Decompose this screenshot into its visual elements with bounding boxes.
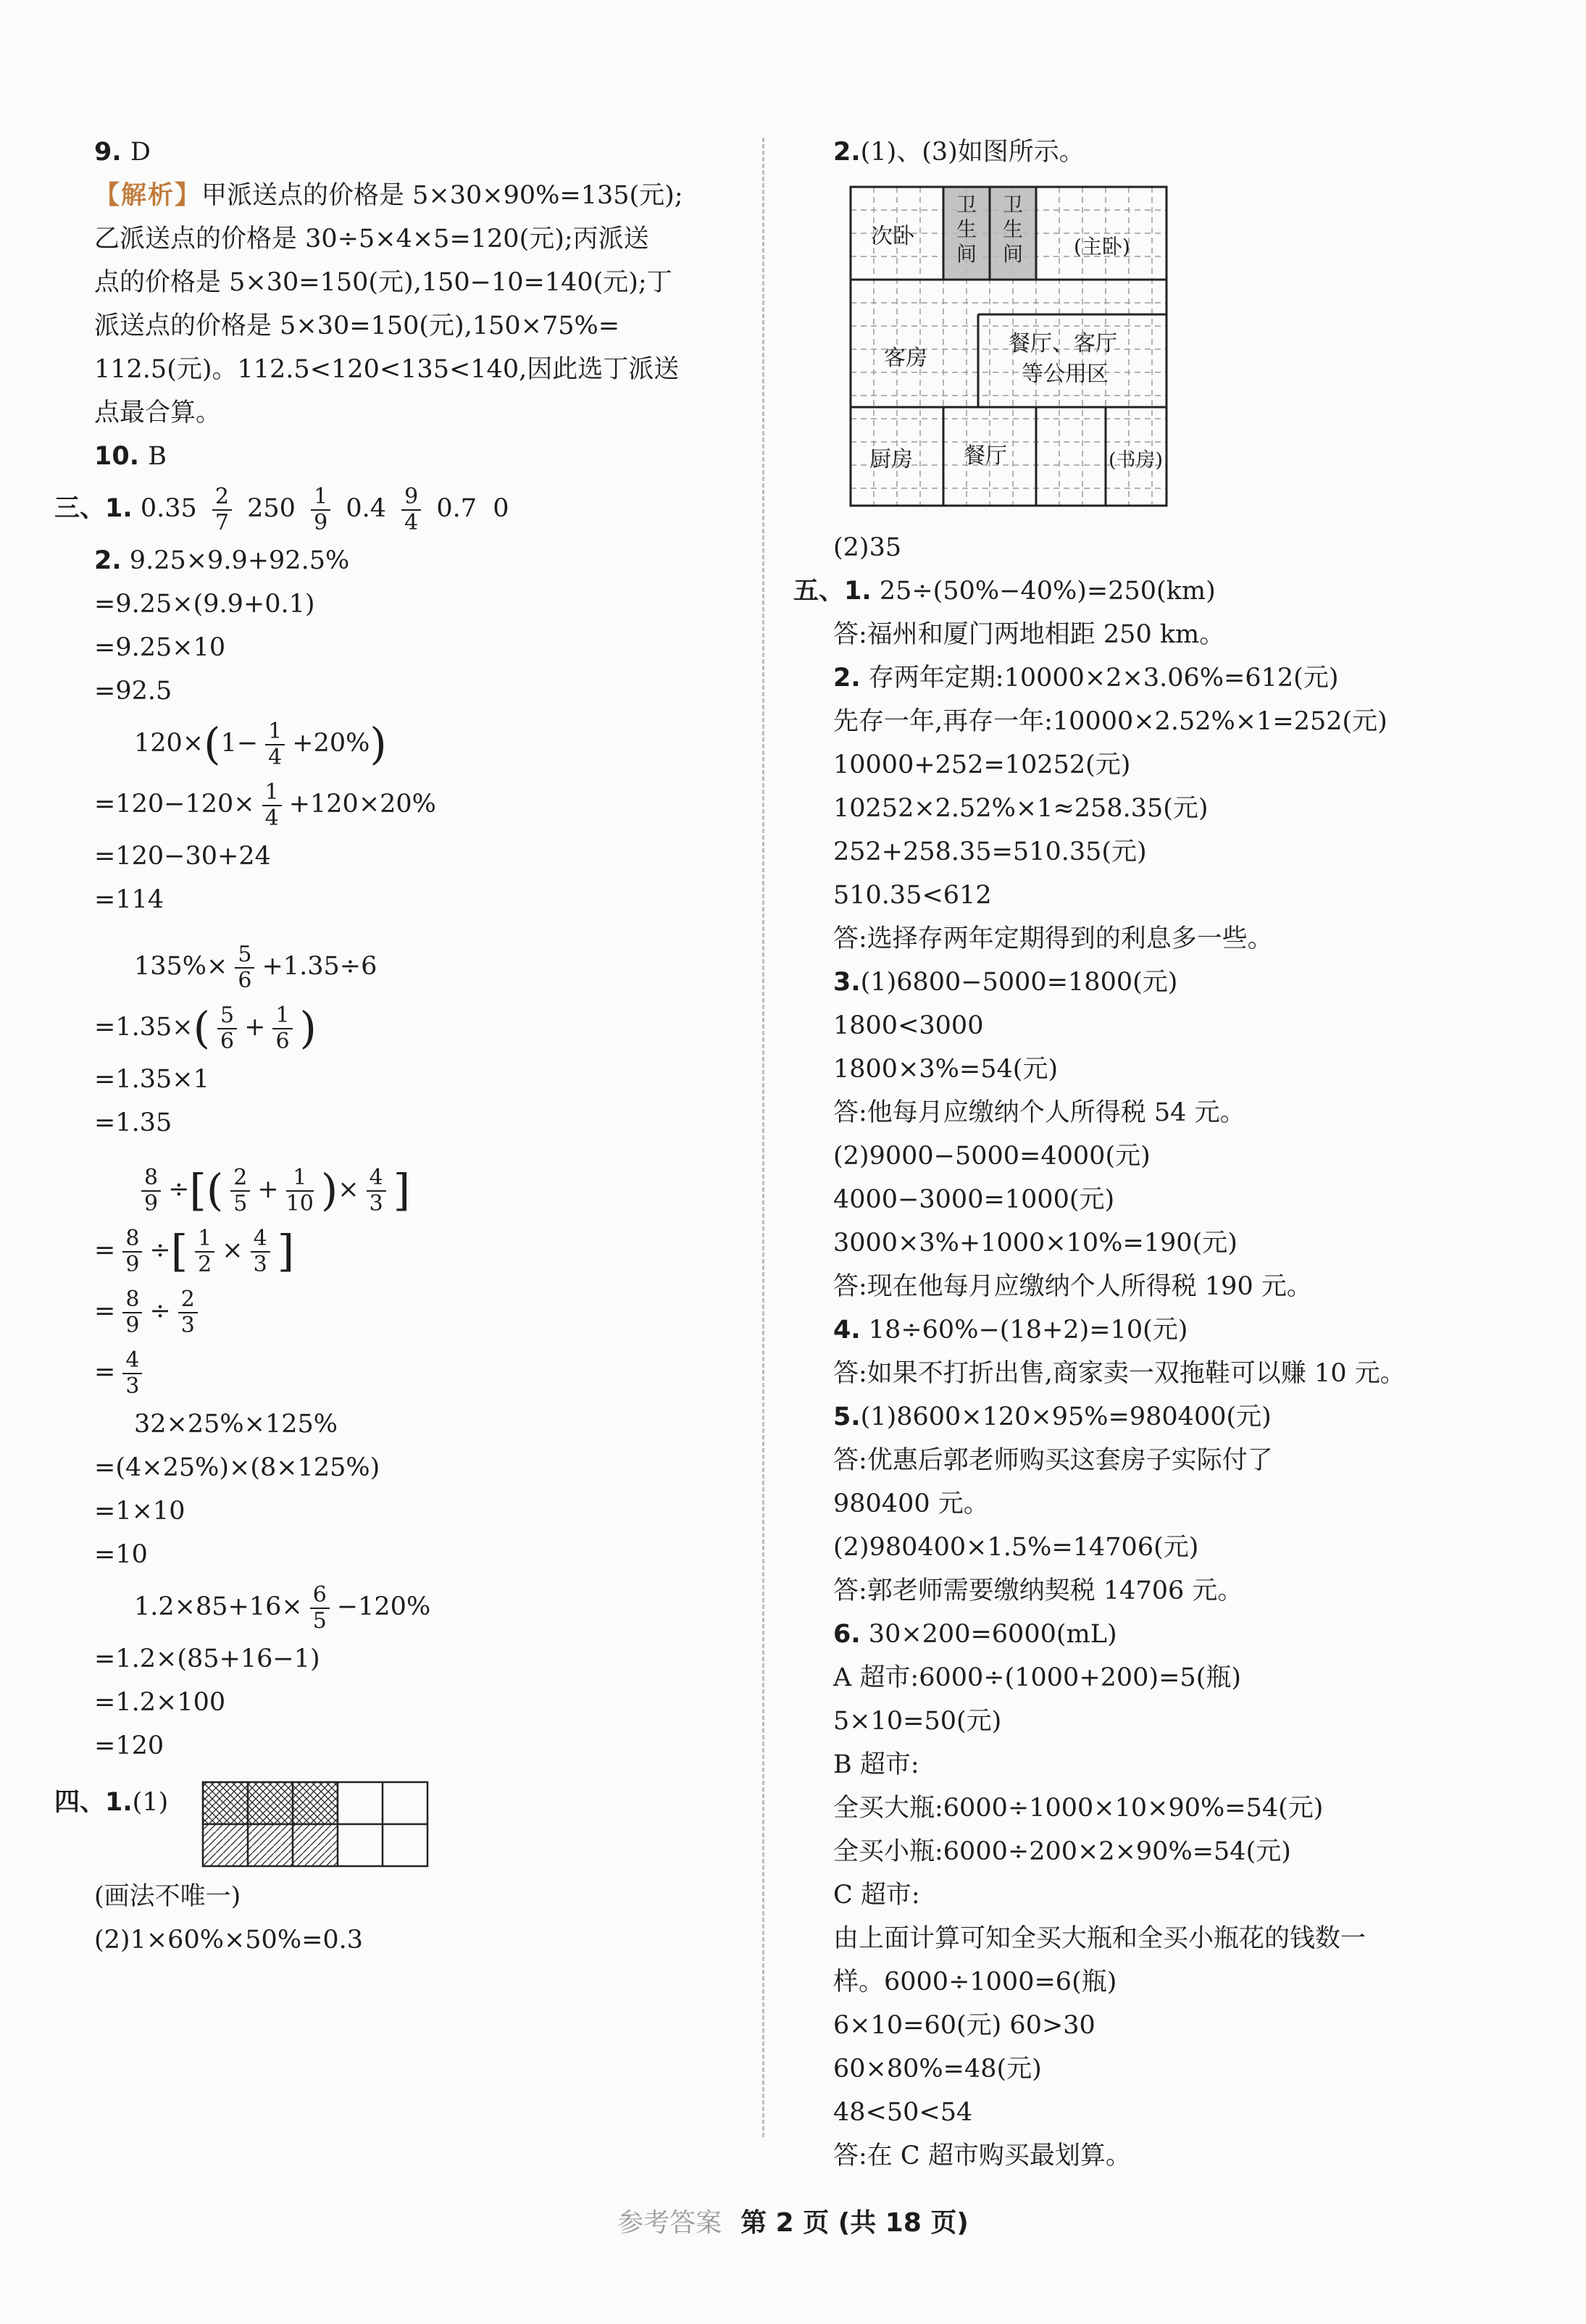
work-line: 全买大瓶:6000÷1000×10×90%=54(元) (833, 1794, 1324, 1823)
answer-line: 答:选择存两年定期得到的利息多一些。 (833, 924, 1273, 953)
s4-q1-part2: (2)1×60%×50%=0.3 (94, 1926, 364, 1955)
work-line: (2)980400×1.5%=14706(元) (833, 1533, 1199, 1562)
q9-analysis-line: 112.5(元)。112.5<120<135<140,因此选丁派送 (94, 355, 680, 384)
footer-label: 参考答案 (617, 2208, 722, 2238)
work-line: 60×80%=48(元) (833, 2055, 1042, 2083)
s3-q1-answers: 三、1. 0.35 $\frac{2}{7}$ 250 $\frac{1}{9}$ 0.4 $\frac{9}{4}$ 0.7 0 (54, 483, 509, 535)
left-column (54, 130, 746, 1962)
s5-q2: 2. 存两年定期:10000×2×3.06%=612(元) (833, 664, 1339, 693)
right-column (793, 130, 1503, 2178)
work-line: 510.35<612 (833, 881, 992, 910)
answer-line: 答:优惠后郭老师购买这套房子实际付了 (833, 1446, 1273, 1475)
s5-q3: 3.(1)6800−5000=1800(元) (833, 968, 1178, 997)
calc1-step: =9.25×(9.9+0.1) (94, 590, 315, 619)
fraction: $\frac{2}{7}$ (212, 485, 232, 535)
calc3-step: =1.35 (94, 1108, 172, 1137)
calc1: 2. 9.25×9.9+92.5% (94, 546, 350, 575)
work-line: 252+258.35=510.35(元) (833, 837, 1147, 866)
calc4-step: = $\frac{8}{9}$ ÷[ $\frac{1}{2}$ × $\frac{4}{3}$ ] (94, 1225, 295, 1277)
q2-answer: (2)35 (833, 533, 902, 562)
s4-q1: 四、1.(1) (54, 1788, 169, 1817)
calc6-step: =1.2×(85+16−1) (94, 1644, 320, 1673)
calc5-step: =10 (94, 1540, 148, 1569)
work-line: 5×10=50(元) (833, 1707, 1002, 1736)
calc3-step: =1.35×1 (94, 1065, 209, 1094)
shaded-grid-figure (201, 1781, 433, 1868)
calc2: 120×(1− $\frac{1}{4}$ +20%) (134, 718, 387, 770)
answer-line: 答:现在他每月应缴纳个人所得税 190 元。 (833, 1272, 1312, 1301)
room-label: 次卧 (871, 224, 914, 249)
fraction: $\frac{1}{9}$ (311, 485, 330, 535)
q9-analysis-line: 点的价格是 5×30=150(元),150−10=140(元);丁 (94, 268, 672, 297)
q9-answer: 9. D (94, 138, 151, 167)
work-line: B 超市: (833, 1750, 919, 1779)
crosshatched-cells (203, 1782, 338, 1824)
work-line: (2)9000−5000=4000(元) (833, 1142, 1151, 1171)
calc3: 135%× $\frac{5}{6}$ +1.35÷6 (134, 941, 377, 993)
q9-analysis-line: 点最合算。 (94, 398, 222, 427)
work-line: 3000×3%+1000×10%=190(元) (833, 1229, 1238, 1258)
q2-heading: 2.(1)、(3)如图所示。 (833, 138, 1085, 167)
room-label-vertical: 卫生间 (1002, 193, 1024, 266)
calc6-step: =120 (94, 1731, 164, 1760)
page-footer (0, 2202, 1586, 2239)
calc4-step: = $\frac{4}{3}$ (94, 1342, 746, 1403)
work-line: 1800<3000 (833, 1011, 984, 1040)
room-label-vertical: 卫生间 (956, 193, 977, 266)
calc2-step: =120−30+24 (94, 842, 271, 871)
work-line: A 超市:6000÷(1000+200)=5(瓶) (833, 1663, 1242, 1692)
room-label: 餐厅、客厅 (1009, 331, 1117, 356)
answer-line: 答:如果不打折出售,商家卖一双拖鞋可以赚 10 元。 (833, 1359, 1406, 1388)
calc6-step: =1.2×100 (94, 1688, 226, 1717)
answer-line: 答:他每月应缴纳个人所得税 54 元。 (833, 1098, 1245, 1127)
room-label: 厨房 (869, 447, 913, 472)
hatched-cells (203, 1824, 338, 1866)
s5-q6: 6. 30×200=6000(mL) (833, 1620, 1117, 1649)
answer-line: 答:在 C 超市购买最划算。 (833, 2141, 1131, 2170)
column-divider (762, 138, 764, 2137)
calc5-step: =(4×25%)×(8×125%) (94, 1453, 380, 1482)
work-line: C 超市: (833, 1881, 920, 1910)
work-line: 1800×3%=54(元) (833, 1055, 1059, 1084)
room-label: 等公用区 (1022, 361, 1109, 387)
answer-line: 980400 元。 (833, 1489, 989, 1518)
work-line: 先存一年,再存一年:10000×2.52%×1=252(元) (833, 707, 1387, 736)
s5-q5: 5.(1)8600×120×95%=980400(元) (833, 1403, 1272, 1431)
room-label: (书房) (1109, 449, 1164, 472)
page-number: 第 2 页 (共 18 页) (740, 2208, 969, 2238)
work-line: 48<50<54 (833, 2098, 973, 2127)
work-line: 6×10=60(元) 60>30 (833, 2011, 1095, 2040)
q9-analysis-line: 乙派送点的价格是 30÷5×4×5=120(元);丙派送 (94, 225, 649, 254)
room-label: 客房 (884, 346, 927, 371)
s5-q4: 4. 18÷60%−(18+2)=10(元) (833, 1316, 1188, 1345)
calc4: $\frac{8}{9}$ ÷[( $\frac{2}{5}$ + $\frac{1}{10}$ )× $\frac{4}{3}$ ] (94, 1159, 746, 1220)
q9-analysis-line: 派送点的价格是 5×30=150(元),150×75%= (94, 312, 620, 340)
calc2-step: =120−120× $\frac{1}{4}$ +120×20% (94, 779, 436, 831)
analysis-tag: 【解析】 (94, 181, 202, 210)
calc4-step: = $\frac{8}{9}$ ÷ $\frac{2}{3}$ (94, 1281, 746, 1342)
calc5: 32×25%×125% (134, 1410, 338, 1439)
s5-q1: 五、1. 25÷(50%−40%)=250(km) (793, 577, 1216, 606)
work-line: 样。6000÷1000=6(瓶) (833, 1968, 1117, 1997)
work-line: 10000+252=10252(元) (833, 751, 1131, 779)
work-line: 全买小瓶:6000÷200×2×90%=54(元) (833, 1837, 1291, 1866)
fraction: $\frac{9}{4}$ (401, 485, 421, 535)
work-line: 由上面计算可知全买大瓶和全买小瓶花的钱数一 (833, 1924, 1366, 1953)
calc3-step: =1.35×( $\frac{5}{6}$ + $\frac{1}{6}$ ) (94, 1002, 317, 1054)
calc1-step: =92.5 (94, 677, 172, 706)
answer-line: 答:郭老师需要缴纳契税 14706 元。 (833, 1576, 1243, 1605)
calc6: 1.2×85+16× $\frac{6}{5}$ −120% (134, 1581, 431, 1634)
answer-line: 答:福州和厦门两地相距 250 km。 (833, 620, 1225, 649)
calc5-step: =1×10 (94, 1497, 185, 1526)
work-line: 4000−3000=1000(元) (833, 1185, 1115, 1214)
q10-answer: 10. B (94, 442, 167, 471)
q9-analysis-line: 【解析】甲派送点的价格是 5×30×90%=135(元); (94, 181, 683, 210)
room-label: 餐厅 (964, 443, 1007, 469)
calc1-step: =9.25×10 (94, 633, 226, 662)
work-line: 10252×2.52%×1≈258.35(元) (833, 794, 1209, 823)
s4-note: (画法不唯一) (94, 1882, 241, 1911)
room-label: (主卧) (1074, 235, 1130, 259)
floor-plan-figure (848, 184, 1174, 510)
calc2-step: =114 (94, 885, 164, 914)
